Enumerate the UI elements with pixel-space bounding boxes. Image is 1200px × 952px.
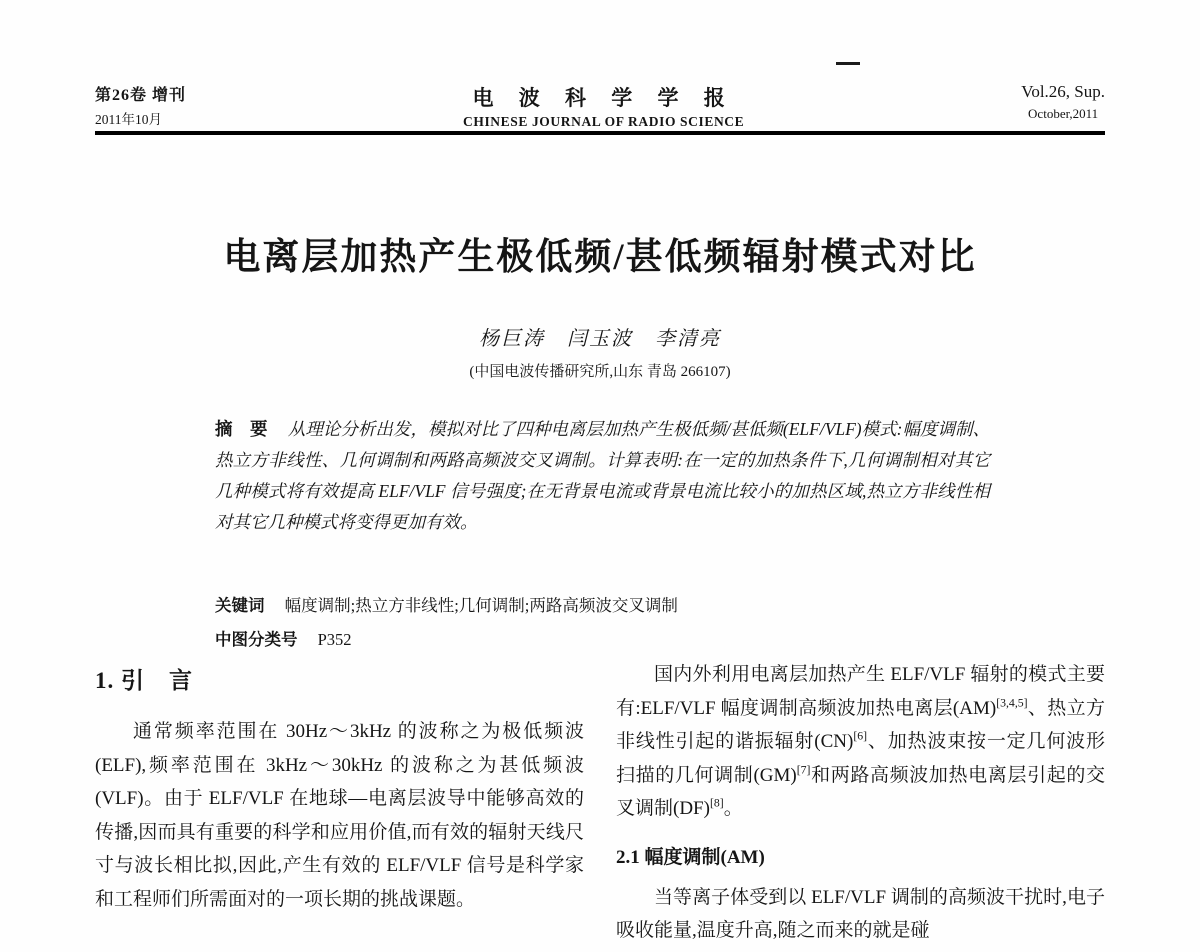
journal-title-block (186, 82, 1021, 130)
issue-date-en: October,2011 (1028, 106, 1099, 121)
heating-modes-paragraph: 国内外利用电离层加热产生 ELF/VLF 辐射的模式主要有:ELF/VLF 幅度调制高频波加热电离层(AM)[3,4,5]、热立方非线性引起的谐振辐射(CN)[6]、加热波束按一定几何波形扫描的几何调制(GM)[7]和两路高频波加热电离层引起的交叉调制(DF)[8]。 (616, 664, 1105, 819)
volume-issue-block (95, 82, 186, 128)
keywords-label: 关键词 (215, 596, 265, 615)
volume-block-en (1021, 82, 1105, 122)
journal-header (95, 82, 1105, 130)
body-columns (95, 658, 1105, 948)
journal-title-cn: 电 波 科 学 学 报 (472, 86, 735, 110)
clc-line (215, 626, 1015, 650)
paper-title: 电离层加热产生极低频/甚低频辐射模式对比 (223, 237, 977, 278)
keywords-line (215, 592, 1015, 616)
scan-artifact-line (836, 62, 860, 65)
header-rule (95, 131, 1105, 135)
am-paragraph: 当等离子体受到以 ELF/VLF 调制的高频波干扰时,电子吸收能量,温度升高,随之而来的就是碰 (616, 886, 1105, 941)
column-left (95, 658, 584, 948)
clc-label: 中图分类号 (215, 630, 298, 649)
keywords-text: 幅度调制;热立方非线性;几何调制;两路高频波交叉调制 (284, 596, 678, 615)
affiliation: (中国电波传播研究所,山东 青岛 266107) (469, 364, 731, 380)
volume-issue-en: Vol.26, Sup. (1021, 82, 1105, 101)
clc-value: P352 (317, 630, 352, 649)
abstract-text: 从理论分析出发，模拟对比了四种电离层加热产生极低频/甚低频(ELF/VLF)模式:幅度调制、热立方非线性、几何调制和两路高频波交叉调制。计算表明:在一定的加热条件下,几何调制相对其它几种模式将有效提高 ELF/VLF 信号强度;在无背景电流或背景电流比较小的加热区域,热立方非线性相对其它几种模式将变得更加有效。 (215, 419, 991, 532)
intro-paragraph: 通常频率范围在 30Hz～3kHz 的波称之为极低频波(ELF),频率范围在 3kHz～30kHz 的波称之为甚低频波(VLF)。由于 ELF/VLF 在地球—电离层波导中能够高效的传播,因而具有重要的科学和应用价值,而有效的辐射天线尺寸与波长相比拟,因此,产生有效的 ELF/VLF 信号是科学家和工程师们所需面对的一项长期的挑战课题。 (95, 721, 584, 910)
authors: 杨巨涛 闫玉波 李清亮 (479, 328, 721, 350)
column-right (616, 658, 1105, 948)
section-1-heading: 1. 引 言 (95, 668, 193, 693)
abstract-label: 摘 要 (215, 419, 268, 439)
section-2-1-heading: 2.1 幅度调制(AM) (616, 846, 765, 868)
abstract-block (215, 414, 990, 538)
issue-date-cn: 2011年10月 (95, 112, 162, 127)
journal-title-en: CHINESE JOURNAL OF RADIO SCIENCE (463, 114, 745, 129)
volume-issue-cn: 第26卷 增刊 (95, 87, 187, 104)
